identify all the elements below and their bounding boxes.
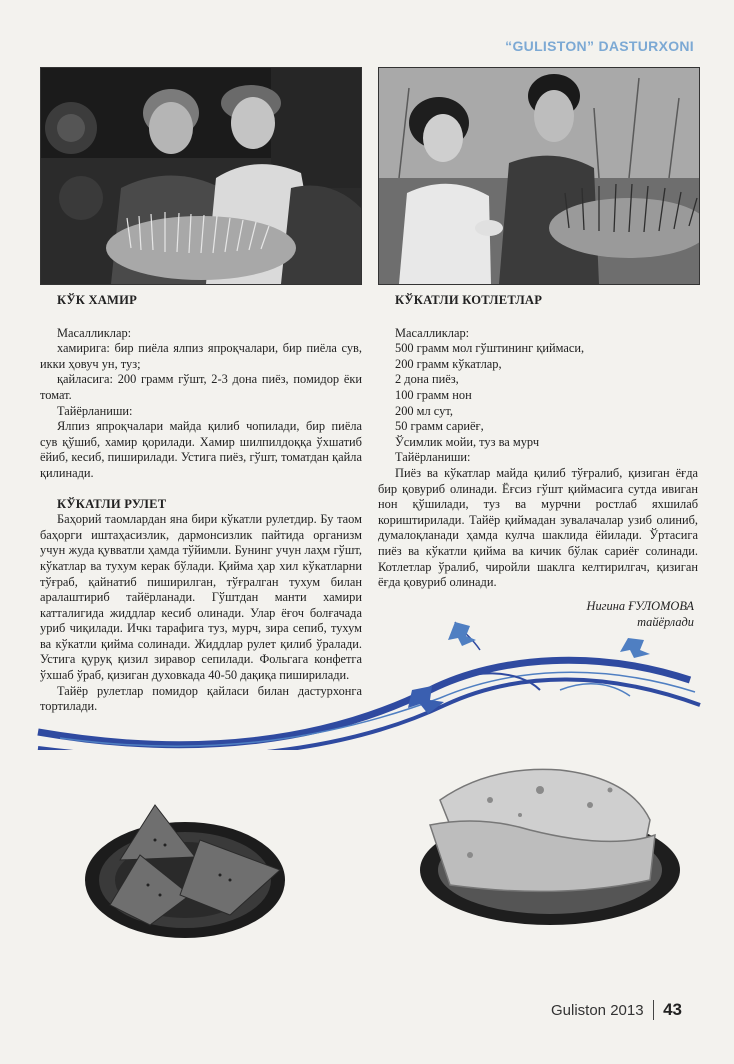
ingredient-item: 500 грамм мол гўштининг қиймаси, [395,341,585,356]
photo-two-women-with-wheat-sprouts [40,67,362,285]
author-role: тайёрлади [637,615,694,629]
blue-swirl-leaves-ornament [0,610,734,750]
ingredient-item: Ўсимлик мойи, туз ва мурч [395,434,540,449]
rulet-description: Баҳорий таомлардан яна бири кўкатли рулетдир. Бу таом баҳорги иштаҳасизлик, дармонсизлик пайтида организм учун жуда қувватли ҳамда тўйимли. Бунинг учун лаҳм гўшт, кўкатлар ва тухум керак бўлади. Қийма ҳар хил кўкатларни тўғраб, қайнатиб пиширилган, тўғралган тухум билан аралаштириб тайёрланади. Гўштдан манти хамири катталигида жиддлар кесиб олинади. Улар ёғоч болғачада уриб чиқилади. Ичкı тарафига туз, мурч, зира сепиб, тухум ва кўкатли қийма солинади. Жиддлар рулет қилиб ўралади. Устига қуруқ қизил зиравор сепилади. Фольгага конфетга ўхшаб ўраб, қизиган духовкада 40-50 дақиқа пиширилади. [40,512,362,683]
rulet-serving: Тайёр рулетлар помидор қайласи билан дастурхонга тортилади. [40,683,362,714]
preparation-label: Тайёрланиши: [57,403,133,418]
page-footer [551,1000,682,1020]
photo-two-children-with-wheat-sprouts [378,67,700,285]
ingredient-item: 2 дона пиёз, [395,372,459,387]
ingredient-item: 200 мл сут, [395,403,453,418]
ingredients-label: Масалликлар: [395,325,470,340]
page-number: 43 [663,1000,682,1019]
right-column [378,293,698,591]
author-name: Нигина ҒУЛОМОВА [586,599,694,613]
recipe-title-kukatli-rulet: КЎКАТЛИ РУЛЕТ [57,496,167,511]
leaf-icon [620,638,650,658]
preparation-text: Пиёз ва кўкатлар майда қилиб тўғралиб, қизиган ёғда бир қовуриб олинади. Ёғсиз гўшт қиймасига сутда ивиган нон қўшилади, туз ва мурчни ростлаб яхшилаб кориштирилади. Тайёр қиймадан зувалачалар узиб олиниб, думалоқланади ҳамда кулча шаклида ёйилади. Ўртасига пиёз ва кўкатли қийма ва кичик бўлак сариёғ солинади. Котлетлар ўралиб, чиройли шаклга келтирилгач, қизиган ёғда қовуриб олинади. [378,465,698,590]
preparation-text: Ялпиз япроқчалари майда қилиб чопилади, бир пиёла сув қўшиб, хамир қорилади. Хамир шилпилдоққа ўхшатиб ёйиб, кесиб, пиширилади. Устига пиёз, гўшт, томатдан қайла қилинади. [40,419,362,480]
magazine-issue: Guliston 2013 [551,1001,644,1019]
footer-divider [653,1000,655,1020]
preparation-label: Тайёрланиши: [395,450,471,465]
dough-ingredients: хамирига: бир пиёла ялпиз япроқчалари, бир пиёла сув, икки ҳовуч ун, туз; [40,341,362,371]
leaf-icon [448,622,476,646]
page-section-title: “GULISTON” DASTURXONI [505,38,694,54]
recipe-title-kuk-khamir: КЎК ХАМИР [57,293,138,307]
ingredient-item: 100 грамм нон [395,387,472,402]
ingredient-item: 50 грамм сариёғ, [395,419,484,434]
plate-of-flatbread [410,760,680,930]
ingredients-label: Масалликлар: [57,325,132,340]
sauce-ingredients: қайласига: 200 грамм гўшт, 2-3 дона пиёз, помидор ёки томат. [40,372,362,402]
recipe-title-kukatli-kotletlar: КЎКАТЛИ КОТЛЕТЛАР [395,293,543,307]
ingredient-item: 200 грамм кўкатлар, [395,356,502,371]
plate-of-samsa [80,785,290,950]
